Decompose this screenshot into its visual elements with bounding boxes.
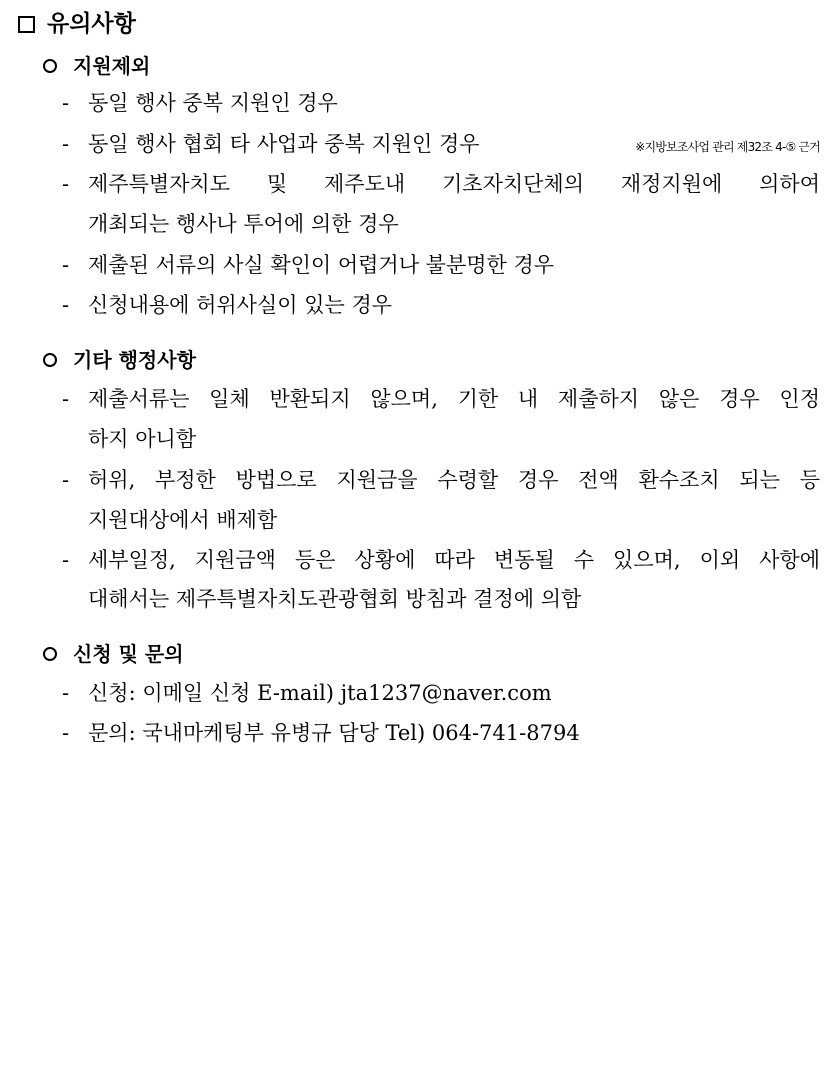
item-text: 신청: 이메일 신청 E-mail) jta1237@naver.com: [88, 681, 552, 705]
list-item: [62, 545, 820, 575]
item-continuation: 대해서는 제주특별자치도관광협회 방침과 결정에 의함: [88, 587, 582, 611]
list-item-inquiry: [62, 718, 820, 748]
dash-bullet: -: [62, 172, 70, 196]
dash-bullet: -: [62, 721, 70, 745]
dash-bullet: -: [62, 387, 70, 411]
list-item: [62, 250, 820, 280]
list-item: [62, 465, 820, 495]
list-item: [62, 384, 820, 414]
notice-heading: [18, 8, 136, 40]
circle-bullet-icon: [43, 353, 57, 367]
item-continuation: 지원대상에서 배제함: [88, 508, 278, 532]
item-text: 허위, 부정한 방법으로 지원금을 수령할 경우 전액 환수조치 되는 등: [88, 468, 820, 492]
list-item: [62, 290, 820, 320]
circle-bullet-icon: [43, 647, 57, 661]
item-text: 문의: 국내마케팅부 유병규 담당 Tel) 064-741-8794: [88, 721, 580, 745]
item-continuation: 하지 아니함: [88, 427, 197, 451]
item-text: 제주특별자치도 및 제주도내 기초자치단체의 재정지원에 의하여: [88, 172, 820, 196]
dash-bullet: -: [62, 681, 70, 705]
item-continuation: 개최되는 행사나 투어에 의한 경우: [88, 212, 399, 236]
legal-basis-note: ※지방보조사업 관리 제32조 4-⑤ 근거: [635, 140, 820, 154]
section-title-text: 지원제외: [73, 54, 151, 78]
dash-bullet: -: [62, 91, 70, 115]
heading-title: 유의사항: [47, 11, 136, 37]
section-title-admin: [43, 346, 196, 374]
dash-bullet: -: [62, 132, 70, 156]
item-text: 세부일정, 지원금액 등은 상황에 따라 변동될 수 있으며, 이외 사항에: [88, 548, 820, 572]
circle-bullet-icon: [43, 59, 57, 73]
dash-bullet: -: [62, 253, 70, 277]
list-item: [62, 88, 820, 118]
dash-bullet: -: [62, 468, 70, 492]
checkbox-icon: [18, 16, 35, 33]
dash-bullet: -: [62, 548, 70, 572]
item-text: 제출서류는 일체 반환되지 않으며, 기한 내 제출하지 않은 경우 인정: [88, 387, 820, 411]
list-item-application: [62, 678, 820, 708]
section-title-exclusion: [43, 52, 150, 80]
item-text: 신청내용에 허위사실이 있는 경우: [88, 293, 393, 317]
list-item: [62, 129, 820, 162]
dash-bullet: -: [62, 293, 70, 317]
section-title-contact: [43, 640, 184, 668]
section-title-text: 신청 및 문의: [73, 642, 184, 666]
item-text: 제출된 서류의 사실 확인이 어렵거나 불분명한 경우: [88, 253, 555, 277]
section-title-text: 기타 행정사항: [73, 348, 196, 372]
list-item: [62, 169, 820, 199]
item-text: 동일 행사 중복 지원인 경우: [88, 91, 338, 115]
item-text: 동일 행사 협회 타 사업과 중복 지원인 경우: [88, 132, 480, 156]
